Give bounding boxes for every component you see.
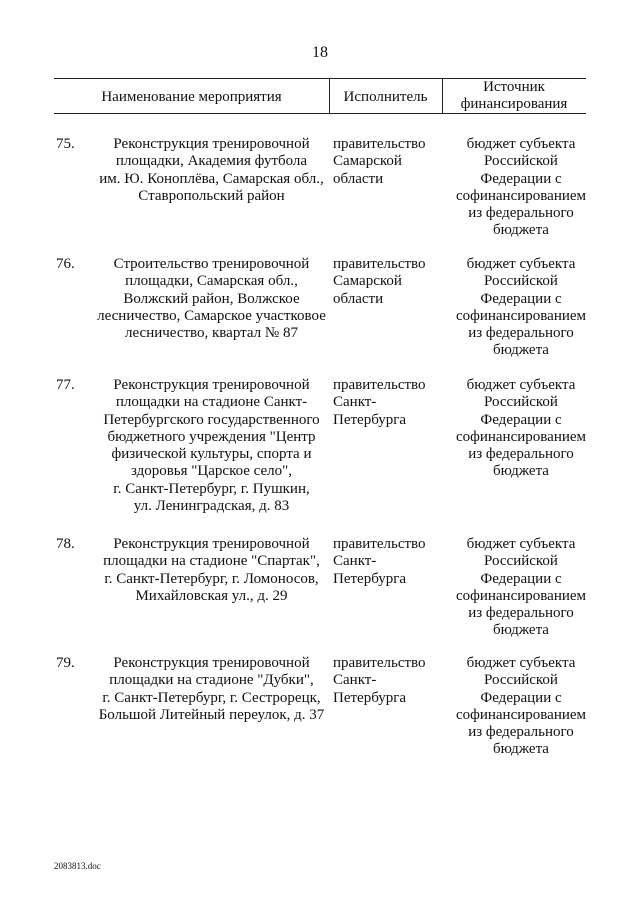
measure-name-line: г. Санкт-Петербург, г. Пушкин, (113, 480, 310, 497)
measure-name-line: Михайловская ул., д. 29 (135, 587, 288, 604)
row-funding-source: бюджет субъекта Российской Федерации с софинансированием из федерального бюджета (455, 136, 587, 239)
row-measure-name (94, 377, 329, 515)
measure-name-line: Реконструкция тренировочной (113, 536, 310, 552)
header-col-name: Наименование мероприятия (101, 89, 282, 105)
measure-name-line: Реконструкция тренировочной (113, 377, 310, 393)
measure-name-line: площадки на стадионе "Спартак", (103, 553, 320, 570)
row-number: 77. (56, 377, 75, 393)
measure-name-line: Большой Литейный переулок, д. 37 (98, 706, 325, 723)
row-number: 78. (56, 536, 75, 552)
page-number: 18 (312, 44, 328, 61)
measure-name-line: г. Санкт-Петербург, г. Сестрорецк, (102, 689, 321, 706)
row-executor: правительство Санкт- Петербурга (333, 377, 426, 428)
measure-name-line: ул. Ленинградская, д. 83 (133, 498, 290, 515)
measure-name-line: бюджетного учреждения "Центр (107, 428, 316, 445)
measure-name-line: здоровья "Царское село", (130, 463, 293, 480)
measure-name-line: г. Санкт-Петербург, г. Ломоносов, (104, 570, 319, 587)
measure-name-line: площадки на стадионе "Дубки", (109, 672, 314, 689)
measure-name-line: площадки на стадионе Санкт- (115, 394, 308, 411)
footer-doc-id: 2083813.doc (54, 861, 101, 871)
header-bottom-rule (54, 113, 586, 114)
row-measure-name (94, 655, 329, 724)
row-funding-source: бюджет субъекта Российской Федерации с софинансированием из федерального бюджета (455, 536, 587, 639)
row-executor: правительство Санкт- Петербурга (333, 536, 426, 587)
measure-name-line: физической культуры, спорта и (111, 446, 312, 463)
measure-name-line: Реконструкция тренировочной (113, 136, 310, 152)
row-funding-source: бюджет субъекта Российской Федерации с софинансированием из федерального бюджета (455, 377, 587, 480)
header-col-source: Источник финансирования (460, 79, 568, 112)
measure-name-line: им. Ю. Коноплёва, Самарская обл., (99, 170, 324, 187)
row-funding-source: бюджет субъекта Российской Федерации с софинансированием из федерального бюджета (455, 256, 587, 359)
row-measure-name (94, 136, 329, 205)
row-executor: правительство Самарской области (333, 256, 426, 307)
row-number: 75. (56, 136, 75, 152)
measure-name-line: Волжский район, Волжское (123, 290, 300, 307)
row-executor: правительство Санкт- Петербурга (333, 655, 426, 706)
measure-name-line: площадки, Самарская обл., (125, 273, 298, 290)
measure-name-line: лесничество, Самарское участковое (97, 307, 326, 324)
row-number: 76. (56, 256, 75, 272)
row-measure-name (94, 536, 329, 605)
measure-name-line: Реконструкция тренировочной (113, 655, 310, 671)
row-executor: правительство Самарской области (333, 136, 426, 187)
measure-name-line: площадки, Академия футбола (115, 153, 308, 170)
measure-name-line: Строительство тренировочной (113, 256, 310, 272)
measure-name-line: лесничество, квартал № 87 (125, 325, 298, 342)
measure-name-line: Петербургского государственного (103, 411, 320, 428)
row-number: 79. (56, 655, 75, 671)
row-funding-source: бюджет субъекта Российской Федерации с софинансированием из федерального бюджета (455, 655, 587, 758)
header-col-executor: Исполнитель (343, 89, 428, 105)
row-measure-name (94, 256, 329, 342)
measure-name-line: Ставропольский район (138, 187, 285, 204)
